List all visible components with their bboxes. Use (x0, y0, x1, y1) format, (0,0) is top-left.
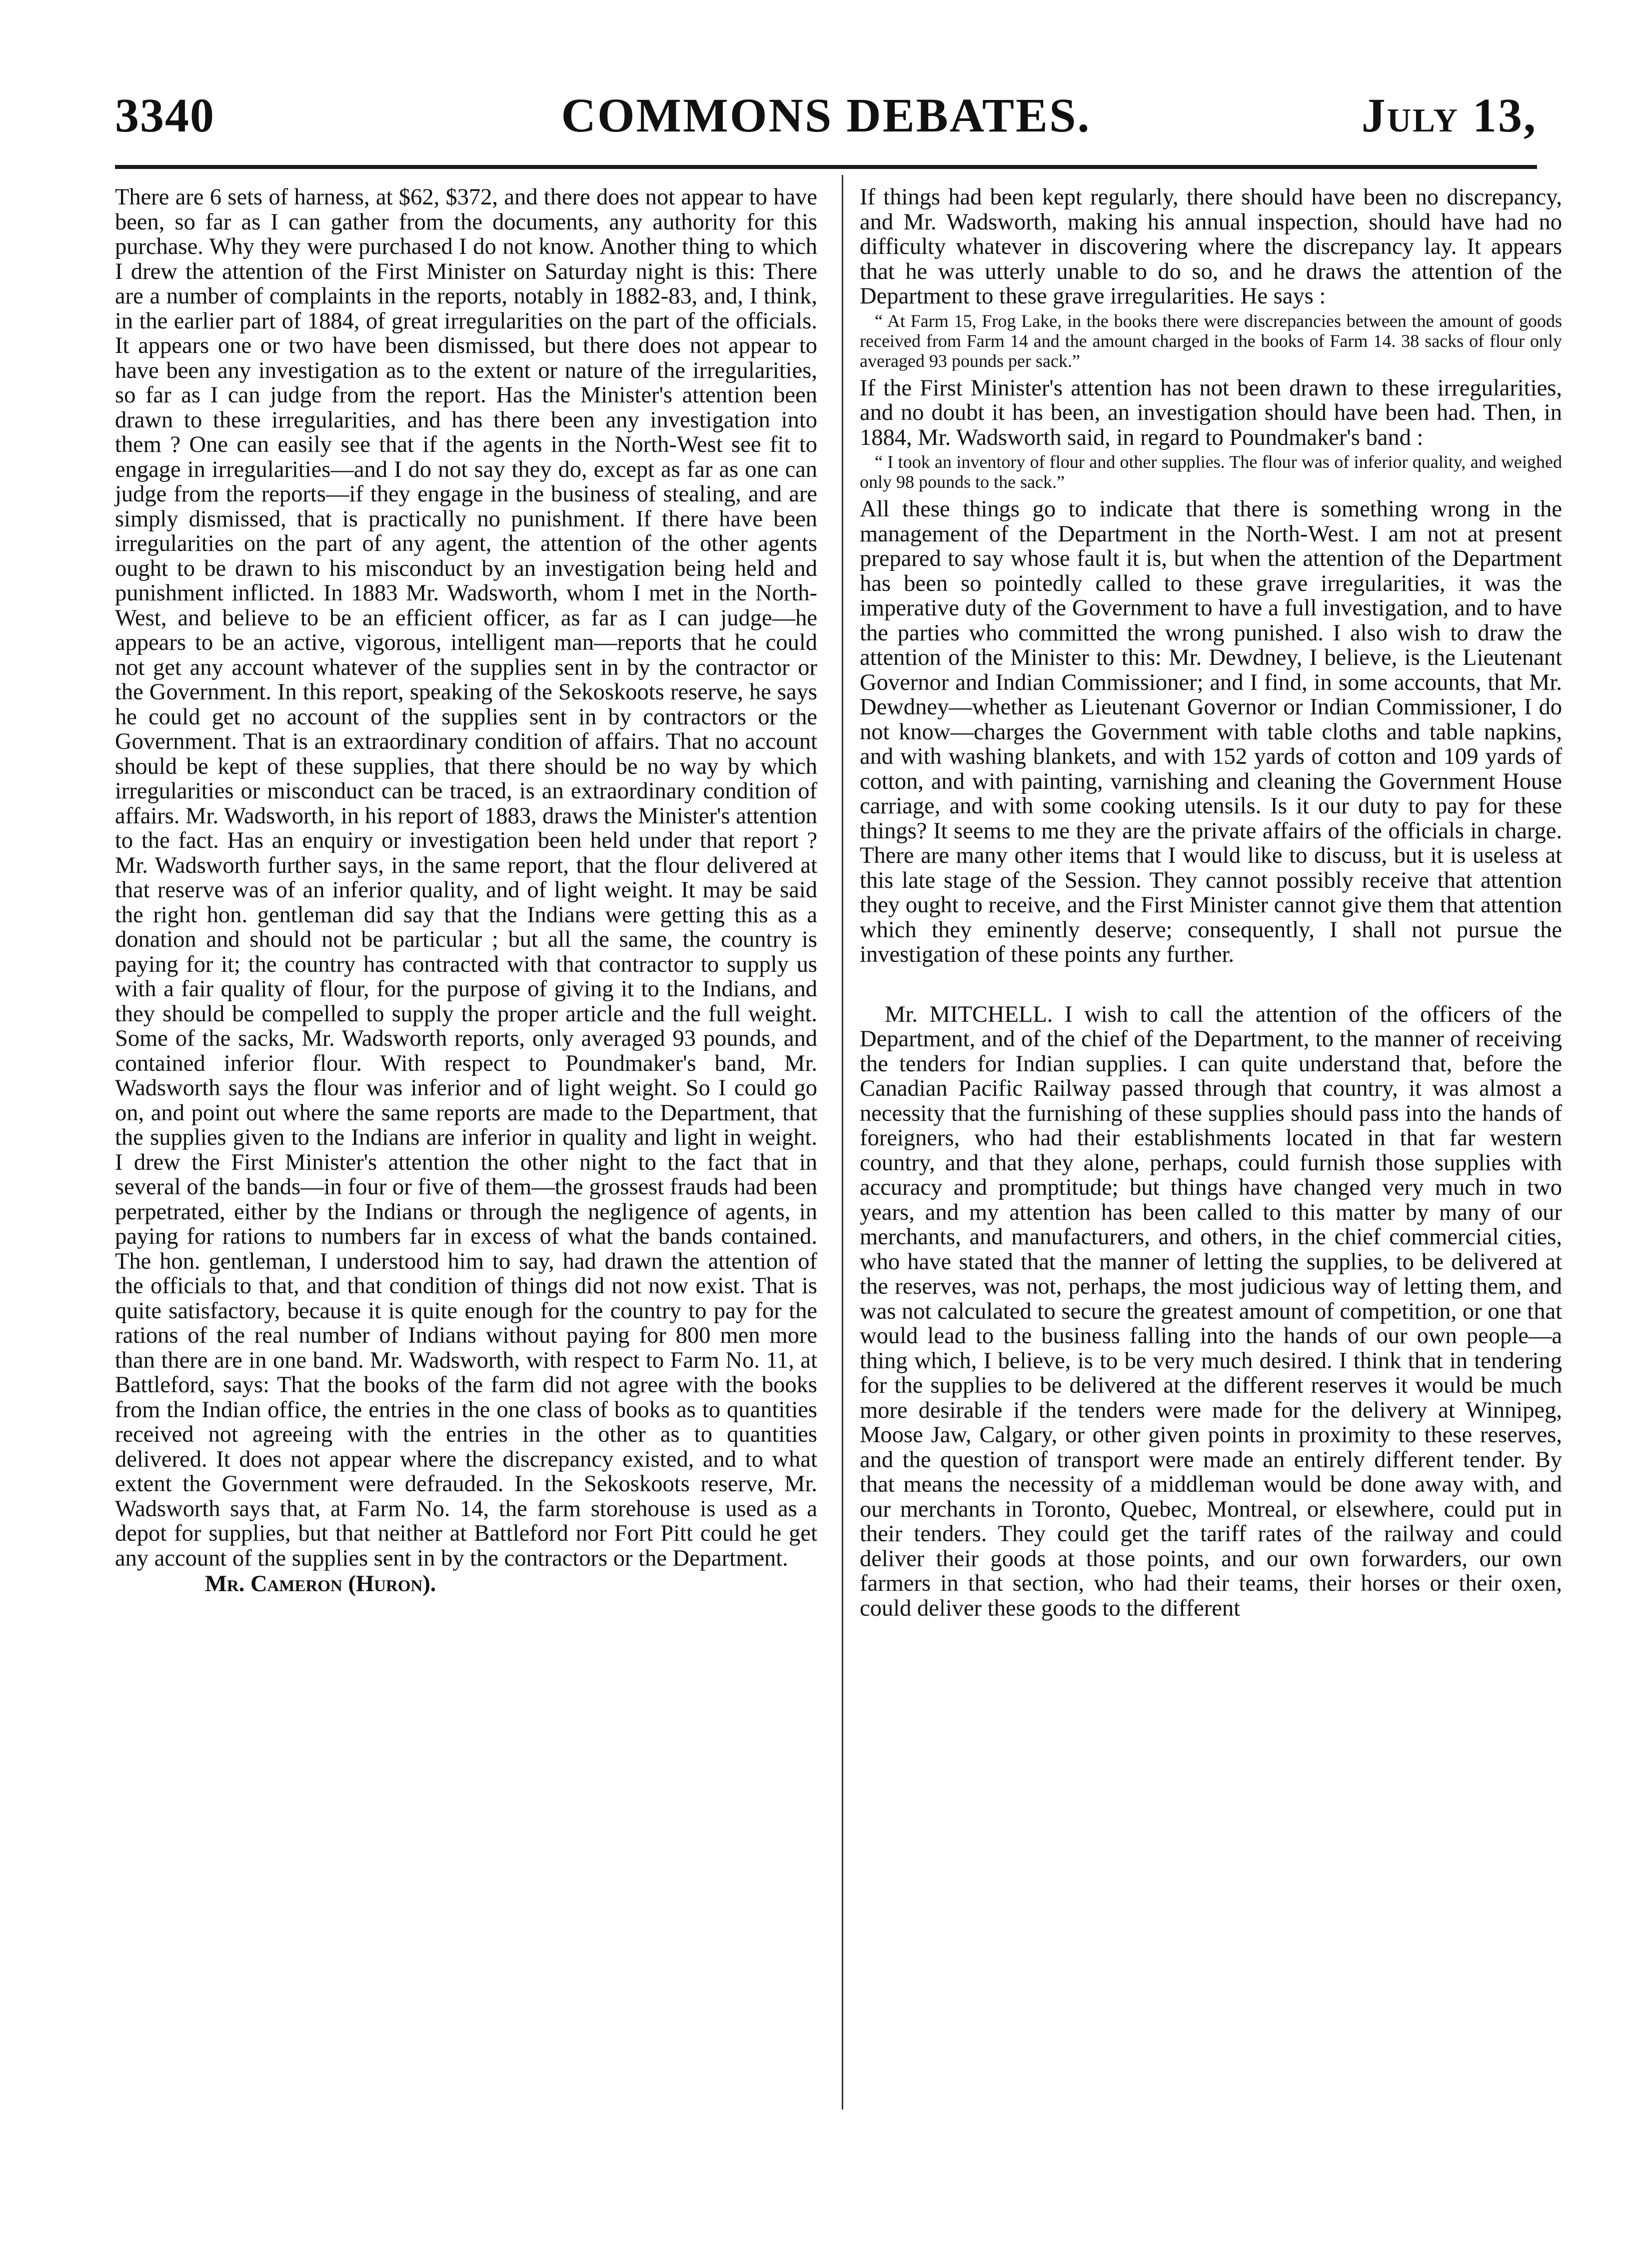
publication-title: COMMONS DEBATES. (561, 88, 1091, 142)
right-paragraph-1: If things had been kept regularly, there should have been no discrepancy, and Mr. Wadsworth, making his annual inspection, should have had no difficulty whatever in discovering where the discrepancy lay. It appears that he was utterly unable to do so, and he draws the attention of the Department to these grave irregularities. He says : (860, 184, 1562, 309)
speech-paragraph (860, 1002, 1562, 1621)
header-date: July 13, (1361, 88, 1537, 142)
paragraph-gap (860, 967, 1562, 1002)
speech-text: I wish to call the attention of the officers of the Department, and of the chief of the Department, to the manner of receiving the tenders for Indian supplies. I can quite understand that, before the Canadian Pacific Railway passed through that country, it was almost a necessity that the furnishing of these supplies should pass into the hands of foreigners, who had their establishments located in that far western country, and that they alone, perhaps, could furnish those supplies with accuracy and promptitude; but things have changed very much in two years, and my attention has been called to this matter by many of our merchants, and manufacturers, and others, in the chief commercial cities, who have stated that the manner of letting the supplies, to be delivered at the reserves, was not, perhaps, the most judicious way of letting them, and was not calculated to secure the greatest amount of competition, or one that would lead to the business falling into the hands of our own people—a thing which, I believe, is to be very much desired. I think that in tendering for the supplies to be delivered at the different reserves it would be much more desirable if the tenders were made for the delivery at Winnipeg, Moose Jaw, Calgary, or other given points in proximity to these reserves, and the question of transport were made an entirely different tender. By that means the necessity of a middleman would be done away with, and our merchants in Toronto, Quebec, Montreal, or elsewhere, could put in their tenders. They could get the tariff rates of the railway and could deliver their goods at those points, and our own forwarders, our own farmers in that section, who had their teams, their horses or their oxen, could deliver these goods to the different (860, 1001, 1562, 1621)
column-divider (842, 175, 843, 2110)
header-rule (115, 165, 1537, 169)
right-paragraph-2: If the First Minister's attention has not been drawn to these irregularities, and no doubt it has been, an investigation should have been had. Then, in 1884, Mr. Wadsworth said, in regard to Poundmaker's band : (860, 375, 1562, 450)
left-paragraph-1: There are 6 sets of harness, at $62, $372, and there does not appear to have been, so far as I can gather from the documents, any authority for this purchase. Why they were purchased I do not know. Another thing to which I drew the attention of the First Minister on Saturday night is this: There are a number of complaints in the reports, notably in 1882-83, and, I think, in the earlier part of 1884, of great irregularities on the part of the officials. It appears one or two have been dismissed, but there does not appear to have been any investigation as to the extent or nature of the irregularities, so far as I can judge from the report. Has the Minister's attention been drawn to these irregularities, and has there been any investigation into them ? One can easily see that if the agents in the North-West see fit to engage in irregularities—and I do not say they do, except as far as one can judge from the reports—if they engage in the business of stealing, and are simply dismissed, that is practically no punishment. If there have been irregularities on the part of any agent, the attention of the other agents ought to be drawn to his misconduct by an investigation being held and punishment inflicted. In 1883 Mr. Wadsworth, whom I met in the North-West, and believe to be an efficient officer, as far as I can judge—he appears to be an active, vigorous, intelligent man—reports that he could not get any account whatever of the supplies sent in by the contractor or the Government. In this report, speaking of the Sekoskoots reserve, he says he could get no account of the supplies sent in by contractors or the Government. That is an extraordinary condition of affairs. That no account should be kept of these supplies, that there should be no way by which irregularities or misconduct can be traced, is an extraordinary condition of affairs. Mr. Wadsworth, in his report of 1883, draws the Minister's attention to the fact. Has an enquiry or investigation been held under that report ? Mr. Wadsworth further says, in the same report, that the flour delivered at that reserve was of an inferior quality, and of light weight. It may be said the right hon. gentleman did say that the Indians were getting this as a donation and should not be particular ; but all the same, the country is paying for it; the country has contracted with that contractor to supply us with a fair quality of flour, for the purpose of giving it to the Indians, and they should be compelled to supply the proper article and the full weight. Some of the sacks, Mr. Wadsworth reports, only averaged 93 pounds, and contained inferior flour. With respect to Poundmaker's band, Mr. Wadsworth says the flour was inferior and of light weight. So I could go on, and point out where the same reports are made to the Department, that the supplies given to the Indians are inferior in quality and light in weight. I drew the First Minister's attention the other night to the fact that in several of the bands—in four or five of them—the grossest frauds had been perpetrated, either by the Indians or through the negligence of agents, in paying for rations to numbers far in excess of what the bands contained. The hon. gentleman, I understood him to say, had drawn the attention of the officials to that, and that condition of things did not now exist. That is quite satisfactory, because it is quite enough for the country to pay for the rations of the real number of Indians without paying for 800 men more than there are in one band. Mr. Wadsworth, with respect to Farm No. 11, at Battleford, says: That the books of the farm did not agree with the books from the Indian office, the entries in the one class of books as to quantities received not agreeing with the entries in the other as to quantities delivered. It does not appear where the discrepancy existed, and to what extent the Government were defrauded. In the Sekoskoots reserve, Mr. Wadsworth says that, at Farm No. 14, the farm storehouse is used as a depot for supplies, but that neither at Battleford nor Fort Pitt could he get any account of the supplies sent in by the contractors or the Department. (115, 184, 817, 1571)
block-quote-2: “ I took an inventory of flour and other supplies. The flour was of inferior quality, and weighed only 98 pounds to the sack.” (860, 452, 1562, 492)
page-number: 3340 (115, 88, 215, 142)
speaker-attribution: Mr. Cameron (Huron). (205, 1571, 436, 1597)
right-column (860, 185, 1562, 1621)
speaker-name: Mr. MITCHELL. (885, 1001, 1053, 1027)
page-header (115, 87, 1537, 162)
block-quote-1: “ At Farm 15, Frog Lake, in the books there were discrepancies between the amount of goods received from Farm 14 and the amount charged in the books of Farm 14. 38 sacks of flour only averaged 93 pounds per sack.” (860, 310, 1562, 371)
right-paragraph-3: All these things go to indicate that there is something wrong in the management of the Department in the North-West. I am not at present prepared to say whose fault it is, but when the attention of the Department has been so pointedly called to these grave irregularities, it was the imperative duty of the Government to have a full investigation, and to have the parties who committed the wrong punished. I also wish to draw the attention of the Minister to this: Mr. Dewdney, I believe, is the Lieutenant Governor and Indian Commissioner; and I find, in some accounts, that Mr. Dewdney—whether as Lieutenant Governor or Indian Commissioner, I do not know—charges the Government with table cloths and table napkins, and with washing blankets, and with 152 yards of cotton and 109 yards of cotton, and with painting, varnishing and cleaning the Government House carriage, and with some cooking utensils. Is it our duty to pay for these things? It seems to me they are the private affairs of the officials in charge. There are many other items that I would like to discuss, but it is useless at this late stage of the Session. They cannot possibly receive that attention they ought to receive, and the First Minister cannot give them that attention which they eminently deserve; consequently, I shall not pursue the investigation of these points any further. (860, 496, 1562, 967)
left-column (115, 185, 817, 1597)
